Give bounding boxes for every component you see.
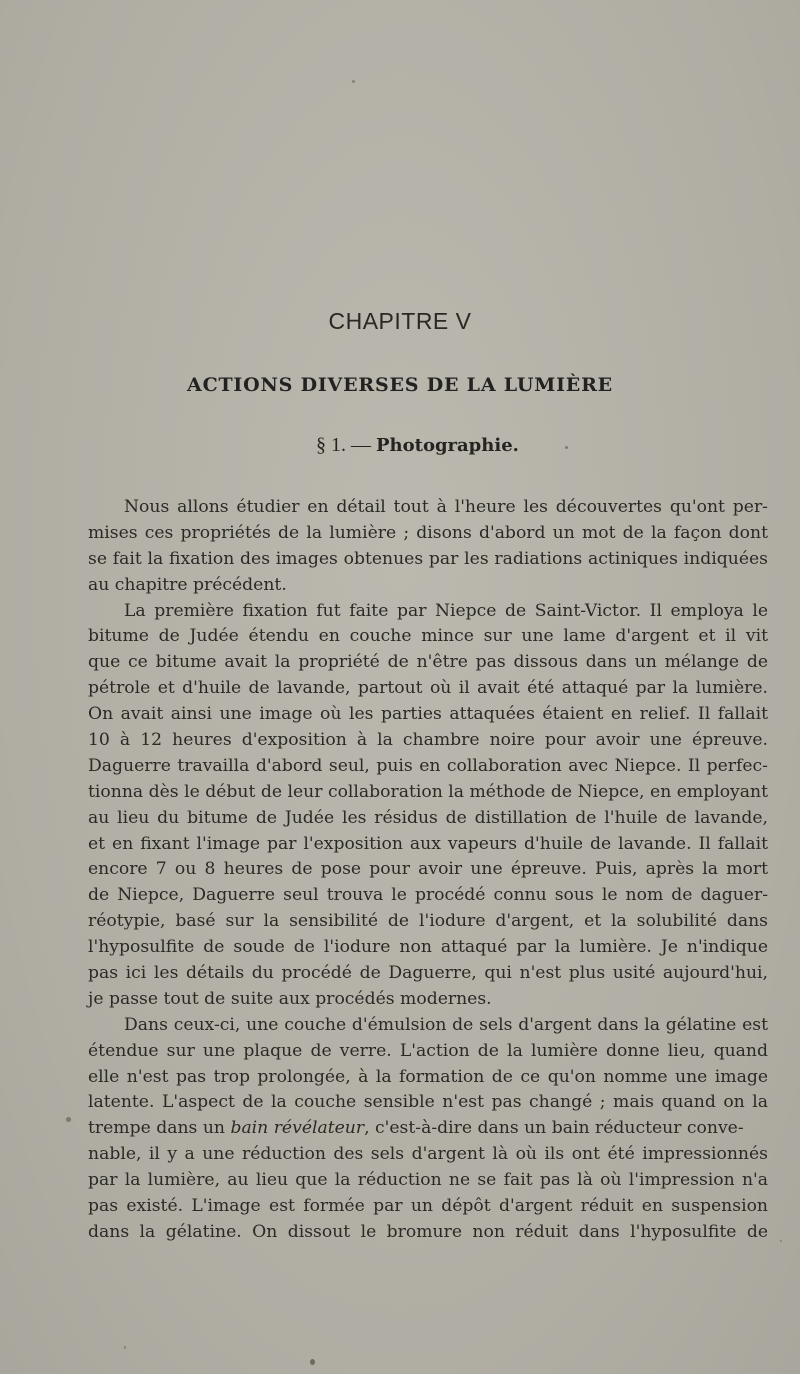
paper-speck [66, 1117, 71, 1122]
body-text [88, 495, 768, 1246]
italic-term: bain révélateur [230, 1118, 365, 1139]
text-line: pas ici les détails du procédé de Daguerre, qui n'est plus usité aujourd'hui, [88, 963, 768, 984]
text-line: bitume de Judée étendu en couche mince sur une lame d'argent et il vit [88, 626, 768, 647]
text-line: Nous allons étudier en détail tout à l'heure les découvertes qu'ont per- [124, 497, 768, 517]
paper-speck [352, 80, 355, 83]
chapter-title: CHAPITRE V [328, 308, 472, 334]
text-line: réotypie, basé sur la sensibilité de l'iodure d'argent, et la solubilité dans [88, 911, 768, 932]
paper-speck [124, 1346, 126, 1349]
text-line: latente. L'aspect de la couche sensible n'est pas changé ; mais quand on la [88, 1092, 768, 1113]
text-line-start: trempe dans un [88, 1118, 231, 1139]
text-line: au chapitre précédent. [88, 574, 287, 595]
paper-speck [565, 446, 568, 449]
text-line: tionna dès le début de leur collaboration la méthode de Niepce, en employant [88, 781, 768, 802]
text-line-end: , c'est-à-dire dans un bain réducteur conve- [364, 1118, 744, 1139]
text-line: pas existé. L'image est formée par un dépôt d'argent réduit en suspension [88, 1196, 768, 1217]
text-line: elle n'est pas trop prolongée, à la formation de ce qu'on nomme une image [88, 1066, 768, 1087]
text-line: nable, il y a une réduction des sels d'argent là où ils ont été impressionnés [88, 1144, 768, 1165]
subsection-number: § 1. — [316, 434, 376, 456]
text-line: pétrole et d'huile de lavande, partout où il avait été attaqué par la lumière. [88, 678, 768, 699]
text-line: 10 à 12 heures d'exposition à la chambre noire pour avoir une épreuve. [88, 730, 768, 751]
text-line: On avait ainsi une image où les parties attaquées étaient en relief. Il fallait [88, 704, 768, 725]
text-line: Daguerre travailla d'abord seul, puis en collaboration avec Niepce. Il perfec- [88, 755, 768, 776]
text-line: au lieu du bitume de Judée les résidus de distillation de l'huile de lavande, [88, 807, 768, 828]
paper-speck [780, 1240, 782, 1242]
text-line: l'hyposulfite de soude de l'iodure non attaqué par la lumière. Je n'indique [88, 937, 768, 958]
text-line: et en fixant l'image par l'exposition aux vapeurs d'huile de lavande. Il fallait [88, 833, 768, 854]
text-line: que ce bitume avait la propriété de n'être pas dissous dans un mélange de [88, 652, 768, 673]
text-line: je passe tout de suite aux procédés modernes. [88, 988, 492, 1009]
text-line: dans la gélatine. On dissout le bromure non réduit dans l'hyposulfite de [88, 1221, 768, 1242]
paper-speck [310, 1359, 315, 1365]
text-line [88, 1116, 768, 1142]
text-line: par la lumière, au lieu que la réduction ne se fait pas là où l'impression n'a [88, 1170, 768, 1191]
subsection-title: Photographie. [376, 435, 519, 456]
text-line: La première fixation fut faite par Niepce de Saint-Victor. Il employa le [124, 600, 768, 621]
text-line: étendue sur une plaque de verre. L'action de la lumière donne lieu, quand [88, 1040, 768, 1061]
text-line: mises ces propriétés de la lumière ; disons d'abord un mot de la façon dont [88, 522, 768, 543]
subsection-heading [316, 434, 519, 457]
section-title: ACTIONS DIVERSES DE LA LUMIÈRE [187, 374, 613, 396]
text-line: de Niepce, Daguerre seul trouva le procédé connu sous le nom de daguer- [88, 885, 768, 906]
text-line: Dans ceux-ci, une couche d'émulsion de sels d'argent dans la gélatine est [124, 1014, 768, 1035]
text-line: encore 7 ou 8 heures de pose pour avoir une épreuve. Puis, après la mort [88, 859, 768, 880]
text-line: se fait la fixation des images obtenues par les radiations actiniques indiquées [88, 548, 768, 569]
